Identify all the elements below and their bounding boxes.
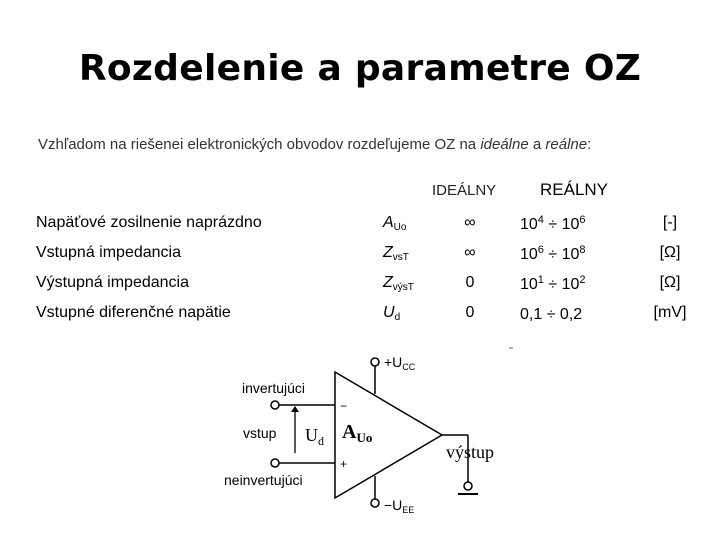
ud-label: $U_d$	[305, 425, 324, 448]
unit-text: [Ω]	[659, 274, 681, 291]
ud-arrow-head	[291, 406, 299, 412]
real-to-exp: 8	[579, 244, 586, 256]
ideal-value: ∞	[464, 214, 476, 231]
real-to-exp: 6	[579, 214, 586, 226]
inverting-sign: −	[340, 399, 348, 413]
row-label-text: Vstupná impedancia	[36, 244, 181, 261]
ideal-value: 0	[465, 304, 475, 321]
output-label: výstup	[446, 442, 495, 462]
ideal-value: 0	[465, 274, 475, 291]
row-label-text: Vstupné diferenčné napätie	[36, 304, 231, 321]
inverting-input-label: invertujúci	[242, 380, 306, 396]
symbol-letter: Z	[383, 244, 393, 261]
row-label-text: Napäťové zosilnenie naprázdno	[36, 214, 262, 231]
real-from-exp: 6	[537, 244, 544, 256]
page-title: Rozdelenie a parametre OZ	[78, 48, 642, 89]
symbol-subscript: d	[394, 312, 401, 323]
real-from-exp: 4	[537, 214, 544, 226]
row-label-text: Výstupná impedancia	[36, 274, 189, 291]
ideal-value: ∞	[464, 244, 476, 261]
symbol-subscript: Uo	[393, 222, 407, 233]
range-separator: ÷	[542, 306, 560, 323]
real-to: 10	[561, 216, 580, 233]
symbol-letter: U	[383, 304, 395, 321]
inverting-input-terminal	[271, 401, 279, 409]
symbol-subscript: vsT	[392, 252, 409, 263]
real-to: 0,2	[559, 306, 583, 323]
supply-positive-label: $+U_{CC}$	[384, 354, 416, 372]
output-terminal	[464, 482, 472, 490]
input-label: vstup	[243, 425, 277, 441]
noninverting-sign: +	[340, 457, 348, 471]
real-to: 10	[561, 246, 580, 263]
supply-negative-label: $-U_{EE}$	[384, 497, 415, 515]
intro-prefix: Vzhľadom na riešenei elektronických obvodov rozdeľujeme OZ na	[38, 136, 481, 153]
unit-text: [mV]	[653, 304, 687, 321]
real-from: 10	[520, 216, 538, 233]
noninverting-input-label: neinvertujúci	[224, 472, 303, 488]
real-from: 10	[520, 246, 538, 263]
column-header-ideal: IDEÁLNY	[432, 182, 497, 199]
supply-positive-terminal	[371, 358, 379, 366]
real-to: 10	[561, 276, 580, 293]
range-separator: ÷	[543, 276, 562, 293]
intro-real-word: reálne	[545, 136, 588, 153]
supply-negative-terminal	[371, 499, 379, 507]
range-separator: ÷	[543, 216, 562, 233]
real-from: 10	[520, 276, 538, 293]
intro-suffix: :	[587, 136, 592, 153]
column-header-real: REÁLNY	[540, 180, 609, 199]
real-from: 0,1	[520, 306, 543, 323]
noninverting-input-terminal	[271, 459, 279, 467]
gain-label: $A_{Uo}$	[342, 421, 373, 445]
intro-conj: a	[528, 136, 546, 153]
real-to-exp: 2	[579, 274, 586, 286]
real-from-exp: 1	[537, 274, 544, 286]
range-separator: ÷	[543, 246, 562, 263]
unit-text: [Ω]	[659, 244, 681, 261]
symbol-letter: Z	[383, 274, 393, 291]
intro-ideal-word: ideálne	[480, 136, 529, 153]
symbol-subscript: výsT	[392, 282, 414, 293]
unit-text: [-]	[662, 214, 678, 231]
symbol-letter: A	[383, 214, 394, 231]
